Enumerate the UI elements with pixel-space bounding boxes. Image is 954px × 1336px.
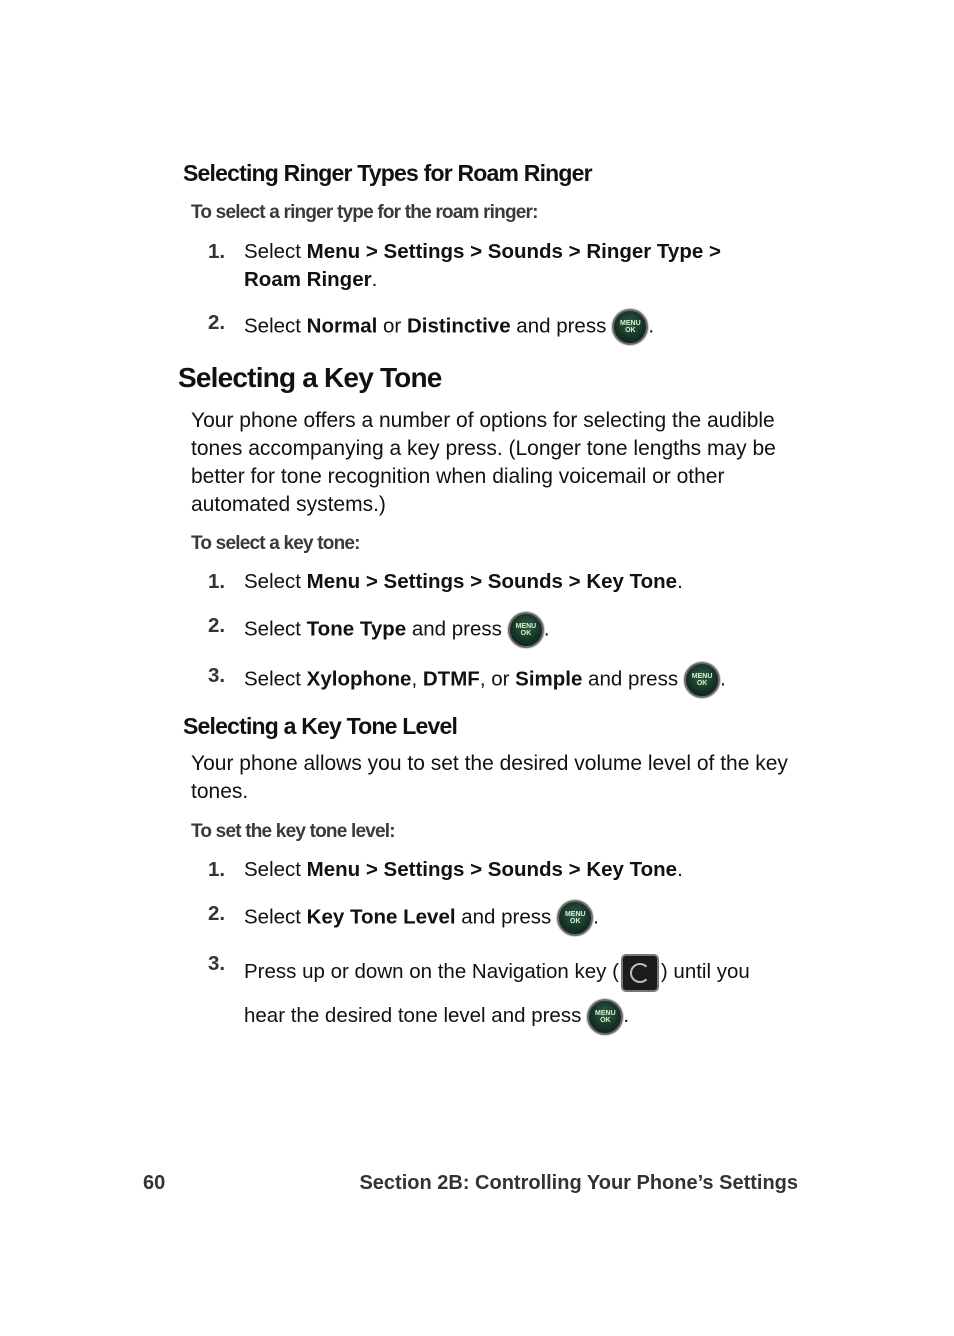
menu-ok-key-icon: MENU OK	[508, 612, 544, 648]
list-item: 3. Press up or down on the Navigation key ( ) until you hear the desired tone level and press MENU OK .	[208, 950, 808, 1030]
menu-ok-key-icon: MENU OK	[587, 999, 623, 1035]
list-item: 2. Select Key Tone Level and press MENU OK .	[208, 900, 808, 936]
menu-ok-key-icon: MENU OK	[684, 662, 720, 698]
list-item: 2. Select Normal or Distinctive and press MENU OK .	[208, 309, 808, 345]
section-heading-roam-ringer: Selecting Ringer Types for Roam Ringer	[183, 160, 592, 186]
list-item: 1. Select Menu > Settings > Sounds > Key Tone.	[208, 570, 683, 593]
instruction-label-key-tone-level: To set the key tone level:	[191, 821, 395, 842]
list-item: 3. Select Xylophone, DTMF, or Simple and press MENU OK .	[208, 662, 808, 698]
menu-ok-key-icon: MENU OK	[612, 309, 648, 345]
instruction-label-roam: To select a ringer type for the roam ringer:	[191, 202, 538, 223]
instruction-label-key-tone: To select a key tone:	[191, 533, 360, 554]
section-heading-key-tone-level: Selecting a Key Tone Level	[183, 713, 458, 739]
section-heading-key-tone: Selecting a Key Tone	[178, 362, 442, 393]
navigation-key-icon	[621, 954, 659, 992]
menu-ok-key-icon: MENU OK	[557, 900, 593, 936]
list-item: 1. Select Menu > Settings > Sounds > Key Tone.	[208, 858, 683, 881]
section-footer: Section 2B: Controlling Your Phone’s Settings	[359, 1172, 798, 1194]
list-item: 2. Select Tone Type and press MENU OK .	[208, 612, 808, 648]
body-paragraph-key-tone-level: Your phone allows you to set the desired volume level of the key tones.	[191, 752, 788, 803]
list-item: 1. Select Menu > Settings > Sounds > Ringer Type > Roam Ringer.	[208, 240, 721, 291]
page-number: 60	[143, 1172, 166, 1194]
body-paragraph-key-tone: Your phone offers a number of options for selecting the audible tones accompanying a key press. (Longer tone lengths may be better for tone recognition when dialing voicemail or other automated systems.)	[191, 409, 776, 516]
